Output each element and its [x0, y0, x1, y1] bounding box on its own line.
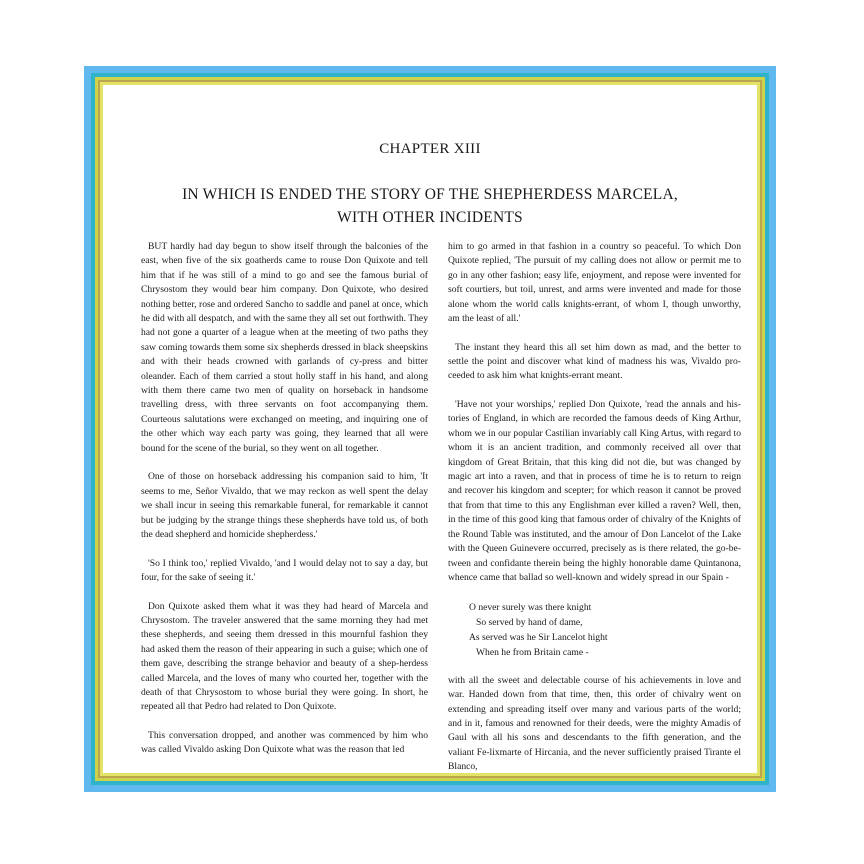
paragraph: This conversation dropped, and another was commenced by him who was called Vivaldo asking Don Quixote what was the reason that led [141, 729, 428, 756]
decorative-border [84, 66, 776, 792]
verse-line: When he from Britain came - [476, 646, 589, 658]
verse-line: As served was he Sir Lancelot hight [469, 631, 608, 643]
chapter-title [123, 183, 737, 229]
left-text-column [141, 240, 428, 758]
paragraph: 'So I think too,' replied Vivaldo, 'and I would delay not to say a day, but four, for the sake of seeing it.' [141, 557, 428, 583]
paragraph: One of those on horseback addressing his companion said to him, 'It seems to me, Señor Vivaldo, that we may reckon as well spent the delay we shall incur in seeing this remarkable funeral, for remarkable it cannot but be judging by the strange things these shepherds have told us, of both the dead shepherd and homicide shepherdess.' [141, 471, 428, 540]
border-ring [98, 80, 762, 778]
chapter-number: CHAPTER XIII [379, 141, 481, 157]
paragraph: BUT hardly had day begun to show itself through the balconies of the east, when five of the six goatherds came to rouse Don Quixote and tell him that if he was still of a mind to go and see the famous burial of Chrysostom they would bear him company. Don Quixote, who desired nothing better, rose and ordered Sancho to saddle and panel at once, which he did with all despatch, and with the same they all set out forthwith. They had not gone a quarter of a league when at the meeting of two paths they saw coming towards them some six shepherds dressed in black sheepskins and with their heads crowned with garlands of cy-press and bitter oleander. Each of them carried a stout holly staff in his hand, and along with them there came two men of quality on horseback in handsome travelling dress, with three servants on foot accompanying them. Courteous salutations were exchanged on meeting, and inquiring one of the other which way each party was going, they learned that all were bound for the scene of the burial, so they went on all together. [141, 241, 428, 454]
verse-line: O never surely was there knight [469, 601, 592, 613]
book-page [103, 85, 757, 773]
chapter-title-line: WITH OTHER INCIDENTS [337, 209, 523, 226]
paragraph: with all the sweet and delectable course of his achievements in love and war. Handed down from that time, then, this order of chivalry went on extending and spreading itself over many and various parts of the world; and in it, famous and renowned for their deeds, were the mighty Amadis of Gaul with all his sons and descendants to the fifth generation, and the valiant Fe-lixmarte of Hircania, and the never sufficiently praised Tirante el Blanco, [448, 674, 741, 773]
chapter-title-line: IN WHICH IS ENDED THE STORY OF THE SHEPHERDESS MARCELA, [182, 186, 678, 203]
ballad-verse [448, 600, 741, 660]
border-ring [100, 82, 760, 776]
border-ring [95, 77, 765, 781]
verse-line: So served by hand of dame, [476, 616, 583, 628]
paragraph: 'Have not your worships,' replied Don Quixote, 'read the annals and his-tories of England, in which are recorded the famous deeds of King Arthur, whom we in our popular Castilian invariably call King Artus, with regard to whom it is an ancient tradition, and commonly received all over that kingdom of Great Britain, that this king did not die, but was changed by magic art into a raven, and that in process of time he is to return to reign and recover his kingdom and scepter; for which reason it cannot be proved that from that time to this any Englishman ever killed a raven? Well, then, in the time of this good king that famous order of chivalry of the Knights of the Round Table was instituted, and the amour of Don Lancelot of the Lake with the Queen Guinevere occurred, precisely as is there related, the go-be-tween and confidante therein being the highly honorable dame Quintanona, whence came that ballad so well-known and widely spread in our Spain - [448, 399, 741, 583]
right-text-column [448, 240, 741, 775]
border-ring [91, 73, 769, 785]
paragraph: him to go armed in that fashion in a country so peaceful. To which Don Quixote replied, 'The pursuit of my calling does not allow or permit me to go in any other fashion; easy life, enjoyment, and repose were invented for soft courtiers, but toil, unrest, and arms were invented and made for those alone whom the world calls knights-errant, of whom I, though unworthy, am the least of all.' [448, 241, 741, 325]
paragraph: The instant they heard this all set him down as mad, and the better to settle the point and discover what kind of madness his was, Vivaldo pro-ceeded to ask him what knights-errant meant. [448, 341, 741, 382]
paragraph: Don Quixote asked them what it was they had heard of Marcela and Chrysostom. The traveler answered that the same morning they had met these shepherds, and seeing them dressed in this mournful fashion they had asked them the reason of their appearing in such a guise; which one of them gave, describing the strange behavior and beauty of a shep-herdess called Marcela, and the loves of many who courted her, together with the death of that Chrysostom to whose burial they were going. In short, he repeated all that Pedro had related to Don Quixote. [141, 600, 428, 713]
